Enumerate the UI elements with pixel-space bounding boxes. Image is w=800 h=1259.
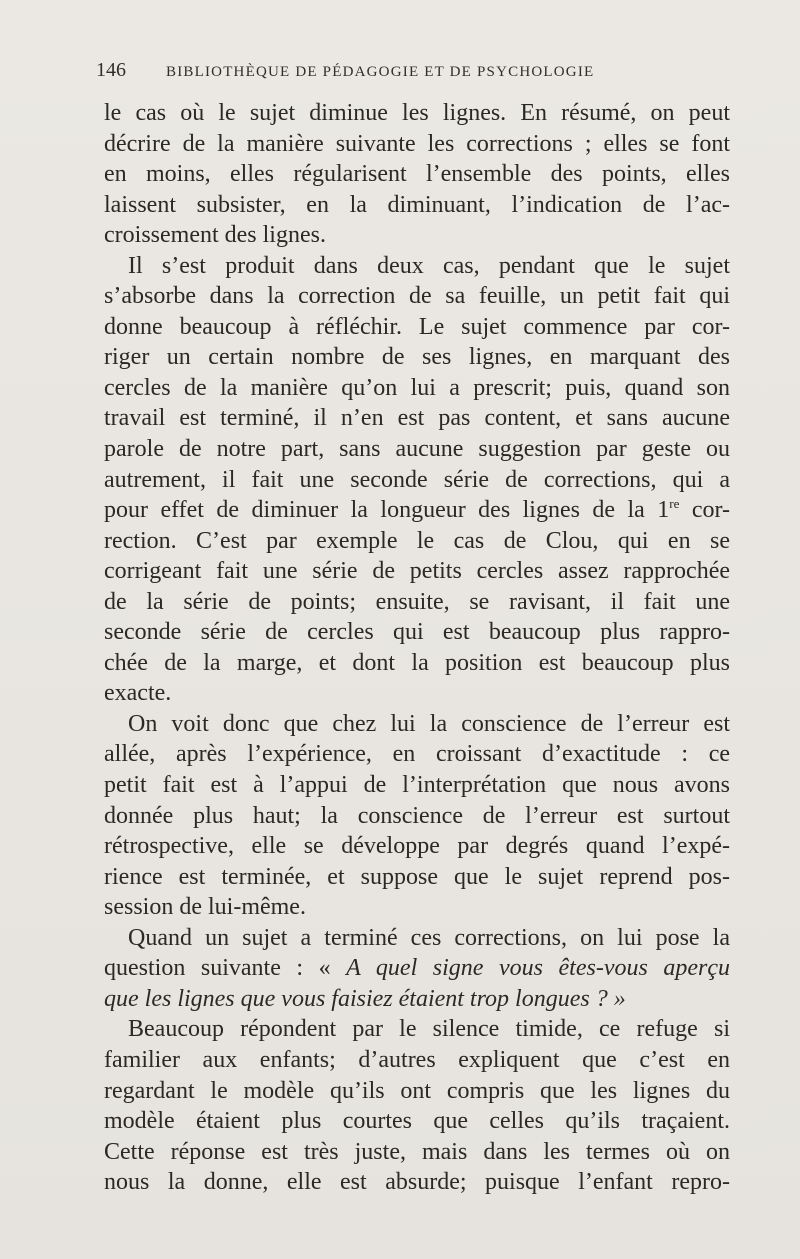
text-line: laissent subsister, en la diminuant, l’indication de l’ac-: [104, 191, 730, 218]
text-line: donne beaucoup à réfléchir. Le sujet commence par cor-: [104, 313, 730, 340]
text-line: [104, 953, 730, 984]
text-line: décrire de la manière suivante les corrections ; elles se font: [104, 130, 730, 157]
text-line: le cas où le sujet diminue les lignes. En résumé, on peut: [104, 100, 730, 126]
text-line: chée de la marge, et dont la position est beaucoup plus: [104, 649, 730, 676]
text-line: donnée plus haut; la conscience de l’erreur est surtout: [104, 802, 730, 829]
text-line: regardant le modèle qu’ils ont compris que les lignes du: [104, 1077, 730, 1104]
text-line: [104, 495, 730, 526]
text-line: nous la donne, elle est absurde; puisque l’enfant repro-: [104, 1169, 730, 1196]
text-segment: question suivante : «: [104, 955, 347, 982]
text-line: travail est terminé, il n’en est pas content, et sans aucune: [104, 405, 730, 432]
text-line: corrigeant fait une série de petits cercles assez rapprochée: [104, 558, 730, 585]
body-text: [104, 98, 730, 1198]
text-line: cercles de la manière qu’on lui a prescrit; puis, quand son: [104, 374, 730, 401]
text-line: rection. C’est par exemple le cas de Clou, qui en se: [104, 527, 730, 554]
running-title: BIBLIOTHÈQUE DE PÉDAGOGIE ET DE PSYCHOLOGIE: [166, 64, 595, 80]
text-line: rétrospective, elle se développe par degrés quand l’expé-: [104, 833, 730, 860]
running-head: [96, 59, 736, 82]
text-line: en moins, elles régularisent l’ensemble des points, elles: [104, 161, 730, 188]
text-line: s’absorbe dans la correction de sa feuille, un petit fait qui: [104, 283, 730, 310]
text-line: croissement des lignes.: [104, 222, 326, 249]
text-line: allée, après l’expérience, en croissant d’exactitude : ce: [104, 741, 730, 768]
text-line: session de lui-même.: [104, 894, 306, 921]
text-line: rience est terminée, et suppose que le sujet reprend pos-: [104, 863, 730, 890]
text-line: petit fait est à l’appui de l’interprétation que nous avons: [104, 772, 730, 799]
text-line: Beaucoup répondent par le silence timide, ce refuge si: [128, 1016, 730, 1043]
text-line: seconde série de cercles qui est beaucoup plus rappro-: [104, 619, 730, 646]
text-line: de la série de points; ensuite, se ravisant, il fait une: [104, 588, 730, 615]
text-line: que les lignes que vous faisiez étaient trop longues ? »: [104, 985, 626, 1012]
text-line: Il s’est produit dans deux cas, pendant que le sujet: [128, 252, 730, 279]
italic-question: A quel signe vous êtes-vous aperçu: [346, 955, 731, 982]
text-line: riger un certain nombre de ses lignes, en marquant des: [104, 344, 730, 371]
text-segment: cor-: [679, 497, 730, 524]
superscript: re: [669, 496, 680, 512]
text-line: Quand un sujet a terminé ces corrections, on lui pose la: [128, 924, 730, 951]
text-line: parole de notre part, sans aucune suggestion par geste ou: [104, 436, 730, 463]
text-line: autrement, il fait une seconde série de corrections, qui a: [104, 466, 730, 493]
text-line: exacte.: [104, 680, 172, 707]
page-number: 146: [96, 59, 126, 81]
text-line: On voit donc que chez lui la conscience de l’erreur est: [128, 710, 730, 737]
text-line: Cette réponse est très juste, mais dans les termes où on: [104, 1138, 730, 1165]
text-segment: pour effet de diminuer la longueur des lignes de la 1: [104, 497, 670, 524]
text-line: familier aux enfants; d’autres expliquent que c’est en: [104, 1046, 730, 1073]
text-line: modèle étaient plus courtes que celles qu’ils traçaient.: [104, 1108, 730, 1135]
